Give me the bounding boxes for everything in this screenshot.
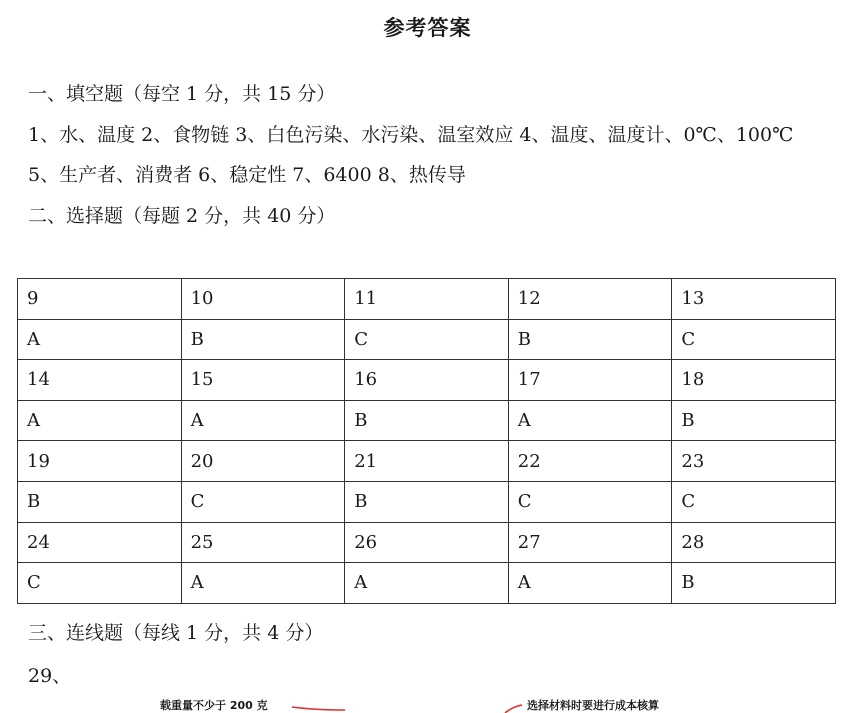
page-title: 参考答案 bbox=[383, 16, 472, 40]
table-cell: 28 bbox=[672, 522, 836, 563]
table-cell: 16 bbox=[345, 360, 509, 401]
table-cell: 12 bbox=[508, 279, 672, 320]
table-cell: A bbox=[18, 319, 182, 360]
fill-in-answers-line-1: 1、水、温度 2、食物链 3、白色污染、水污染、温室效应 4、温度、温度计、0℃、100℃ bbox=[28, 124, 794, 146]
table-cell: 11 bbox=[345, 279, 509, 320]
table-cell: B bbox=[508, 319, 672, 360]
table-cell: 9 bbox=[18, 279, 182, 320]
connector-line bbox=[292, 707, 345, 710]
table-cell: 20 bbox=[181, 441, 345, 482]
table-cell: B bbox=[181, 319, 345, 360]
table-cell: B bbox=[345, 400, 509, 441]
table-cell: B bbox=[345, 481, 509, 522]
table-row bbox=[18, 360, 836, 401]
table-cell: 26 bbox=[345, 522, 509, 563]
table-cell: C bbox=[672, 319, 836, 360]
section-heading-matching: 三、连线题（每线 1 分，共 4 分） bbox=[28, 622, 324, 644]
table-cell: A bbox=[345, 563, 509, 604]
question-number: 29、 bbox=[28, 665, 72, 687]
table-cell: A bbox=[508, 400, 672, 441]
table-cell: 23 bbox=[672, 441, 836, 482]
table-cell: 14 bbox=[18, 360, 182, 401]
table-cell: C bbox=[181, 481, 345, 522]
table-cell: C bbox=[508, 481, 672, 522]
matching-left-item: 载重量不少于 200 克 bbox=[160, 699, 268, 712]
table-row bbox=[18, 481, 836, 522]
table-cell: A bbox=[18, 400, 182, 441]
table-cell: B bbox=[18, 481, 182, 522]
fill-in-answers-line-2: 5、生产者、消费者 6、稳定性 7、6400 8、热传导 bbox=[28, 164, 466, 186]
connector-line bbox=[505, 705, 522, 713]
table-cell: 15 bbox=[181, 360, 345, 401]
table-cell: C bbox=[672, 481, 836, 522]
table-cell: A bbox=[181, 400, 345, 441]
choice-answer-table bbox=[17, 278, 836, 604]
matching-lines bbox=[0, 697, 855, 713]
table-row bbox=[18, 400, 836, 441]
table-cell: 25 bbox=[181, 522, 345, 563]
table-cell: 27 bbox=[508, 522, 672, 563]
table-row bbox=[18, 522, 836, 563]
table-row bbox=[18, 563, 836, 604]
section-heading-fill-in: 一、填空题（每空 1 分，共 15 分） bbox=[28, 83, 336, 105]
table-cell: 17 bbox=[508, 360, 672, 401]
table-row bbox=[18, 279, 836, 320]
table-cell: A bbox=[508, 563, 672, 604]
table-cell: B bbox=[672, 400, 836, 441]
table-cell: C bbox=[345, 319, 509, 360]
table-cell: A bbox=[181, 563, 345, 604]
table-row bbox=[18, 319, 836, 360]
table-cell: 18 bbox=[672, 360, 836, 401]
matching-right-item: 选择材料时要进行成本核算 bbox=[527, 699, 659, 712]
table-cell: 13 bbox=[672, 279, 836, 320]
table-cell: 21 bbox=[345, 441, 509, 482]
table-cell: 22 bbox=[508, 441, 672, 482]
section-heading-choice: 二、选择题（每题 2 分，共 40 分） bbox=[28, 205, 336, 227]
table-cell: 10 bbox=[181, 279, 345, 320]
table-cell: C bbox=[18, 563, 182, 604]
table-cell: B bbox=[672, 563, 836, 604]
table-cell: 19 bbox=[18, 441, 182, 482]
table-cell: 24 bbox=[18, 522, 182, 563]
table-row bbox=[18, 441, 836, 482]
